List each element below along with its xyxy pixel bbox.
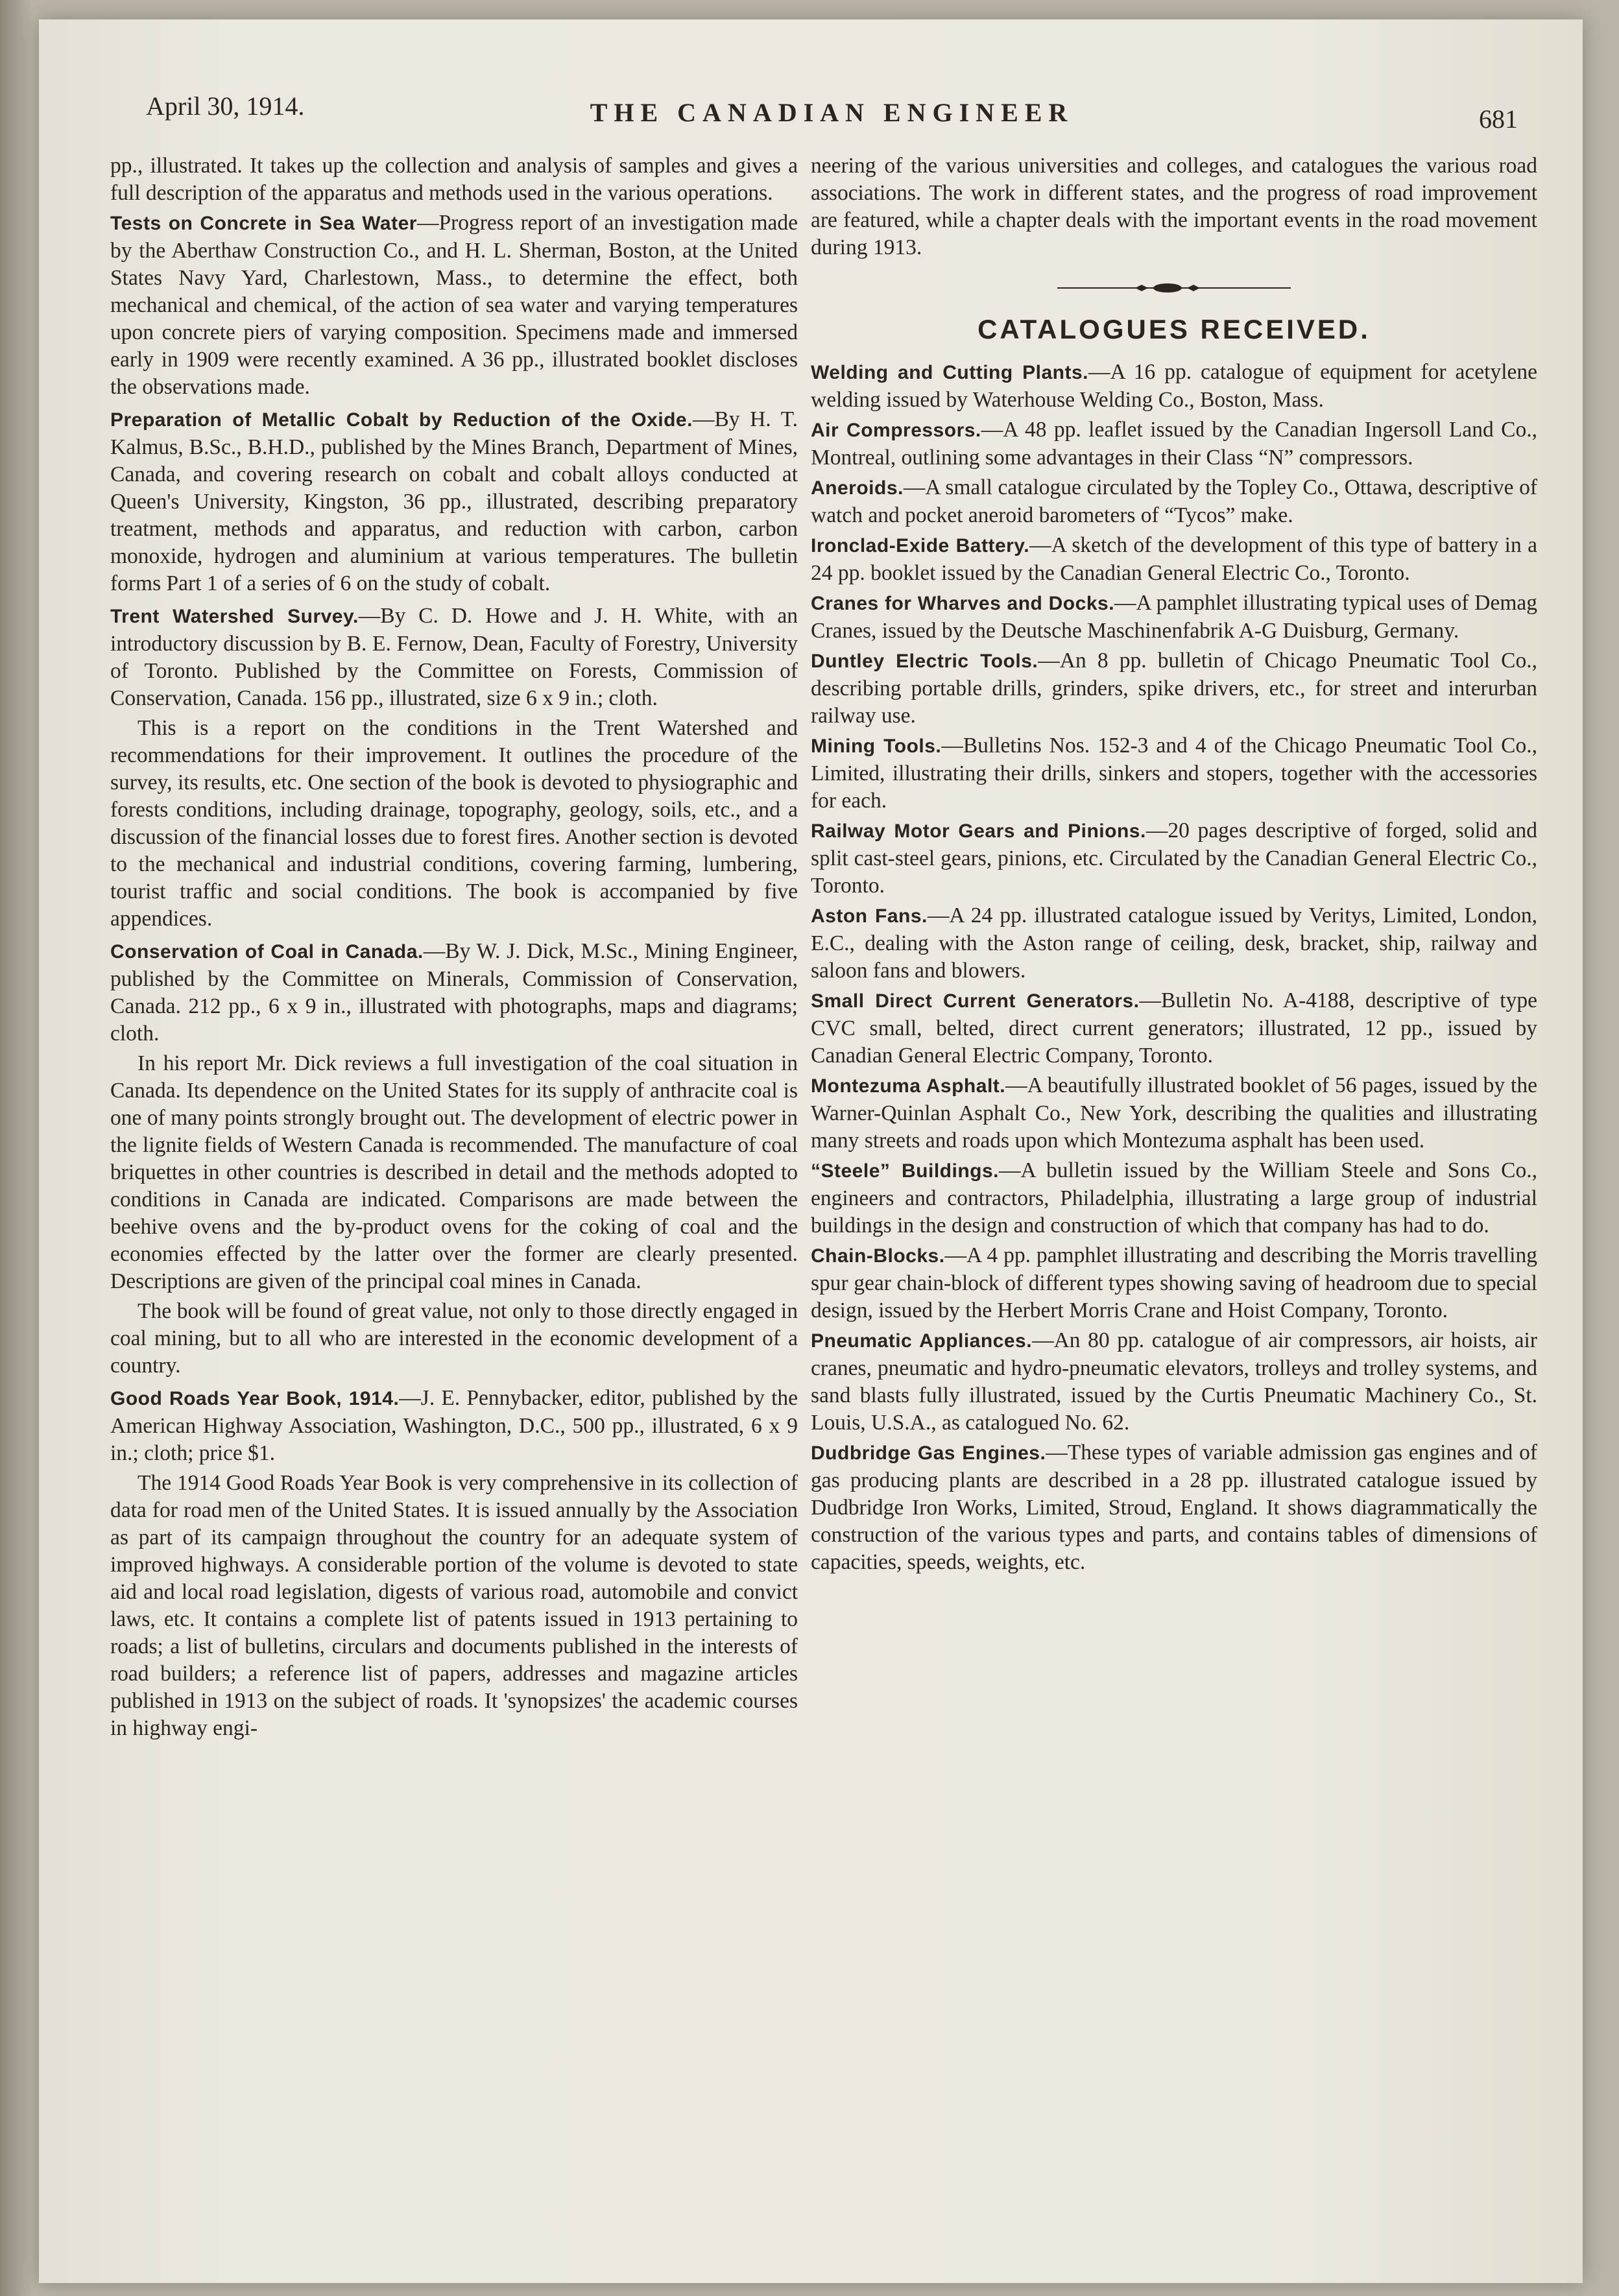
catalogue-entry (811, 647, 1537, 730)
catalogue-entry (811, 474, 1537, 529)
ornament-divider (811, 278, 1537, 298)
catalogue-entry (811, 1157, 1537, 1239)
catalogue-entry-title: Small Direct Current Generators. (811, 990, 1140, 1012)
catalogue-entry (811, 1242, 1537, 1324)
catalogue-entry-text: —A sketch of the development of this type of battery in a 24 pp. booklet issued by the Canadian General Electric Co., Toronto. (811, 533, 1537, 585)
catalogue-entry (811, 532, 1537, 587)
catalogue-entry-text: —A 24 pp. illustrated catalogue issued by Veritys, Limited, London, E.C., dealing with the Aston range of ceiling, desk, bracket, ship, railway and saloon fans and blowers. (811, 903, 1537, 983)
catalogue-entry-text: —A small catalogue circulated by the Topley Co., Ottawa, descriptive of watch and pocket aneroid barometers of “Tycos” make. (811, 475, 1537, 527)
catalogue-entry-text: —Bulletins Nos. 152-3 and 4 of the Chicago Pneumatic Tool Co., Limited, illustrating their drills, sinkers and stopers, together with the accessories for each. (811, 734, 1537, 813)
catalogue-entry-text: —A 4 pp. pamphlet illustrating and describing the Morris travelling spur gear chain-block of different types showing saving of headroom due to special design, issued by the Herbert Morris Crane and Hoist Company, Toronto. (811, 1243, 1537, 1322)
entry-text: —By C. D. Howe and J. H. White, with an introductory discussion by B. E. Fernow, Dean, Faculty of Forestry, University of Toronto. Published by the Committee on Forests, Commission of Conservation, Canada. 156 pp., illustrated, size 6 x 9 in.; cloth. (110, 604, 798, 710)
entry-paragraph: This is a report on the conditions in the Trent Watershed and recommendations for their improvement. It outlines the procedure of the survey, its results, etc. One section of the book is devoted to physiographic and forests conditions, including drainage, topography, geology, soils, etc., and a discussion of the financial losses due to forest fires. Another section is devoted to the mechanical and industrial conditions, covering farming, lumbering, tourist traffic and social conditions. The book is accompanied by five appendices. (110, 716, 798, 931)
catalogue-entry (811, 732, 1537, 815)
catalogue-entry-title: Railway Motor Gears and Pinions. (811, 820, 1146, 842)
entry-text: —By H. T. Kalmus, B.Sc., B.H.D., published by the Mines Branch, Department of Mines, Canada, and covering research on cobalt and cobalt alloys conducted at Queen's University, Kingston, 36 pp., illustrated, describing preparatory treatment, methods and apparatus, and reduction with carbon, carbon monoxide, hydrogen and aluminium at various temperatures. The bulletin forms Part 1 of a series of 6 on the study of cobalt. (110, 407, 798, 595)
catalogue-entry-title: Pneumatic Appliances. (811, 1330, 1033, 1352)
catalogue-entry (811, 817, 1537, 900)
entry-sea-water (110, 209, 798, 401)
catalogue-entry-title: Aston Fans. (811, 905, 928, 927)
catalogue-entry-text: —A 16 pp. catalogue of equipment for acetylene welding issued by Waterhouse Welding Co., Boston, Mass. (811, 360, 1537, 412)
catalogue-entry-title: Dudbridge Gas Engines. (811, 1442, 1046, 1464)
catalogue-entry (811, 1072, 1537, 1154)
right-column (811, 152, 1537, 1579)
entry-title: Good Roads Year Book, 1914. (110, 1388, 400, 1409)
entry-trent-watershed (110, 603, 798, 933)
entry-good-roads (110, 1385, 798, 1742)
catalogue-entry-text: —These types of variable admission gas engines and of gas producing plants are described in a 28 pp. illustrated catalogue issued by Dudbridge Iron Works, Limited, Stroud, England. It shows diagrammatically the construction of the various types and parts, and contains tables of dimensions of capacities, speeds, weights, etc. (811, 1441, 1537, 1574)
intro-paragraph: pp., illustrated. It takes up the collection and analysis of samples and gives a full description of the apparatus and methods used in the various operations. (110, 154, 798, 205)
page-header (146, 91, 1518, 143)
catalogue-entry-text: —A bulletin issued by the William Steele and Sons Co., engineers and contractors, Philadelphia, illustrating a large group of industrial buildings in the design and construction of which that company has had to do. (811, 1158, 1537, 1238)
catalogue-entry (811, 590, 1537, 645)
catalogue-entry (811, 359, 1537, 414)
entry-paragraph: In his report Mr. Dick reviews a full investigation of the coal situation in Canada. Its dependence on the United States for its supply of anthracite coal is one of many points strongly brought out. The development of electric power in the lignite fields of Western Canada is recommended. The manufacture of coal briquettes in other countries is described in detail and the methods adopted to conditions in Canada are indicated. Comparisons are made between the beehive ovens and the by-product ovens for the coking of coal and the economies effected by the latter over the former are clearly presented. Descriptions are given of the principal coal mines in Canada. (110, 1051, 798, 1293)
catalogue-entry (811, 1327, 1537, 1437)
catalogue-entry (811, 987, 1537, 1070)
section-heading: CATALOGUES RECEIVED. (977, 314, 1371, 344)
ornament-rule-icon (1057, 278, 1291, 298)
catalogue-entry-title: Air Compressors. (811, 420, 981, 441)
catalogue-entry (811, 1439, 1537, 1576)
catalogue-entry-text: —An 80 pp. catalogue of air compressors, air hoists, air cranes, pneumatic and hydro-pneumatic elevators, trolleys and trolley systems, and sand blasts fully illustrated, issued by the Curtis Pneumatic Machinery Co., St. Louis, U.S.A., as catalogued No. 62. (811, 1328, 1537, 1435)
page-gutter (0, 0, 32, 2296)
entry-title: Preparation of Metallic Cobalt by Reduction of the Oxide. (110, 409, 693, 431)
catalogue-entry-title: Aneroids. (811, 477, 904, 499)
catalogue-entry-text: —A beautifully illustrated booklet of 56 pages, issued by the Warner-Quinlan Asphalt Co., New York, describing the qualities and illustrating many streets and roads upon which Montezuma asphalt has been used. (811, 1073, 1537, 1153)
catalogue-entry-text: —20 pages descriptive of forged, solid and split cast-steel gears, pinions, etc. Circulated by the Canadian General Electric Co., Toronto. (811, 819, 1537, 898)
catalogue-entry-text: —Bulletin No. A-4188, descriptive of type CVC small, belted, direct current generators; illustrated, 12 pp., issued by Canadian General Electric Company, Toronto. (811, 988, 1537, 1068)
entry-title: Tests on Concrete in Sea Water (110, 213, 417, 234)
page-number: 681 (1479, 104, 1518, 134)
entry-cobalt (110, 406, 798, 597)
entry-title: Conservation of Coal in Canada. (110, 941, 424, 963)
entry-text: —J. E. Pennybacker, editor, published by the American Highway Association, Washington, D.C., 500 pp., illustrated, 6 x 9 in.; cloth; price $1. (110, 1386, 798, 1465)
catalogue-entry-title: Chain-Blocks. (811, 1245, 945, 1267)
catalogue-list (811, 359, 1537, 1576)
catalogue-entry-title: Mining Tools. (811, 735, 942, 757)
entry-text: —By W. J. Dick, M.Sc., Mining Engineer, published by the Committee on Minerals, Commission of Conservation, Canada. 212 pp., 6 x 9 in., illustrated with photographs, maps and diagrams; cloth. (110, 939, 798, 1046)
left-column (110, 152, 798, 1747)
entry-text: —Progress report of an investigation made by the Aberthaw Construction Co., and H. L. Sherman, Boston, at the United States Navy Yard, Charlestown, Mass., to determine the effect, both mechanical and chemical, of the action of sea water and varying temperatures upon concrete piers of varying composition. Specimens made and immersed early in 1909 were recently examined. A 36 pp., illustrated booklet discloses the observations made. (110, 211, 798, 399)
catalogue-entry-title: Welding and Cutting Plants. (811, 362, 1088, 383)
catalogue-entry-text: —An 8 pp. bulletin of Chicago Pneumatic Tool Co., describing portable drills, grinders, spike drivers, etc., for street and interurban railway use. (811, 649, 1538, 728)
catalogue-entry-title: Ironclad-Exide Battery. (811, 535, 1030, 556)
catalogue-entry (811, 902, 1537, 985)
catalogue-entry (811, 416, 1537, 472)
catalogue-entry-title: Duntley Electric Tools. (811, 651, 1038, 672)
catalogue-entry-text: —A pamphlet illustrating typical uses of Demag Cranes, issued by the Deutsche Maschinenfabrik A-G Duisburg, Germany. (811, 591, 1537, 643)
catalogue-entry-title: “Steele” Buildings. (811, 1160, 1000, 1182)
entry-paragraph: The 1914 Good Roads Year Book is very comprehensive in its collection of data for road men of the United States. It is issued annually by the Association as part of its campaign throughout the country for an adequate system of improved highways. A considerable portion of the volume is devoted to state aid and local road legislation, digests of various road, automobile and convict laws, etc. It contains a complete list of patents issued in 1913 pertaining to roads; a list of bulletins, circulars and documents published in the interests of road builders; a reference list of papers, addresses and magazine articles published in 1913 on the subject of roads. It 'synopsizes' the academic courses in highway engi- (110, 1471, 798, 1740)
catalogue-entry-text: —A 48 pp. leaflet issued by the Canadian Ingersoll Land Co., Montreal, outlining some advantages in their Class “N” compressors. (811, 418, 1537, 470)
header-date: April 30, 1914. (146, 91, 305, 121)
entry-coal-conservation (110, 938, 798, 1380)
catalogue-entry-title: Montezuma Asphalt. (811, 1075, 1006, 1097)
entry-title: Trent Watershed Survey. (110, 606, 359, 627)
catalogue-entry-title: Cranes for Wharves and Docks. (811, 593, 1115, 614)
journal-title: THE CANADIAN ENGINEER (590, 98, 1074, 127)
continuation-paragraph: neering of the various universities and colleges, and catalogues the various road associations. The work in different states, and the progress of road improvement are featured, while a chapter deals with the important events in the road movement during 1913. (811, 154, 1537, 259)
entry-paragraph: The book will be found of great value, not only to those directly engaged in coal mining, but to all who are interested in the economic development of a country. (110, 1299, 798, 1378)
